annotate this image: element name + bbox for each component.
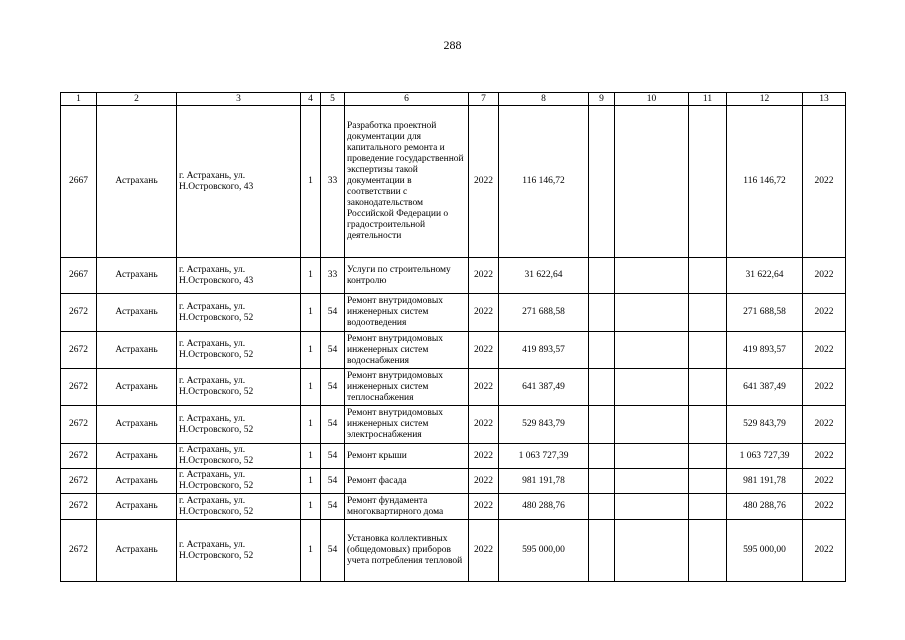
col-11-value xyxy=(689,258,727,294)
column-header: 9 xyxy=(589,93,615,106)
year-end: 2022 xyxy=(803,106,846,258)
year-start: 2022 xyxy=(469,469,499,494)
work-type: Ремонт внутридомовых инженерных систем теплоснабжения xyxy=(345,369,469,406)
amount-total: 529 843,79 xyxy=(727,406,803,444)
year-start: 2022 xyxy=(469,406,499,444)
year-end: 2022 xyxy=(803,406,846,444)
address: г. Астрахань, ул. Н.Островского, 52 xyxy=(177,332,301,369)
col-4-value: 1 xyxy=(301,469,321,494)
amount-total: 116 146,72 xyxy=(727,106,803,258)
amount: 981 191,78 xyxy=(499,469,589,494)
address: г. Астрахань, ул. Н.Островского, 52 xyxy=(177,469,301,494)
col-4-value: 1 xyxy=(301,258,321,294)
col-4-value: 1 xyxy=(301,406,321,444)
col-4-value: 1 xyxy=(301,332,321,369)
col-11-value xyxy=(689,494,727,520)
col-11-value xyxy=(689,369,727,406)
col-5-value: 54 xyxy=(321,369,345,406)
table-row xyxy=(61,258,846,294)
column-header: 2 xyxy=(97,93,177,106)
year-end: 2022 xyxy=(803,444,846,469)
header-row xyxy=(61,93,846,106)
year-start: 2022 xyxy=(469,258,499,294)
column-header: 3 xyxy=(177,93,301,106)
amount: 271 688,58 xyxy=(499,294,589,332)
col-10-value xyxy=(615,494,689,520)
col-9-value xyxy=(589,469,615,494)
col-5-value: 54 xyxy=(321,406,345,444)
house-id: 2667 xyxy=(61,258,97,294)
year-end: 2022 xyxy=(803,369,846,406)
amount: 1 063 727,39 xyxy=(499,444,589,469)
table-row xyxy=(61,294,846,332)
address: г. Астрахань, ул. Н.Островского, 52 xyxy=(177,494,301,520)
table-row xyxy=(61,469,846,494)
work-type: Ремонт внутридомовых инженерных систем электроснабжения xyxy=(345,406,469,444)
column-header: 13 xyxy=(803,93,846,106)
year-end: 2022 xyxy=(803,332,846,369)
col-5-value: 54 xyxy=(321,469,345,494)
col-5-value: 33 xyxy=(321,106,345,258)
work-type: Ремонт крыши xyxy=(345,444,469,469)
col-11-value xyxy=(689,332,727,369)
amount: 641 387,49 xyxy=(499,369,589,406)
col-11-value xyxy=(689,106,727,258)
municipality: Астрахань xyxy=(97,106,177,258)
col-10-value xyxy=(615,520,689,582)
col-10-value xyxy=(615,258,689,294)
amount: 480 288,76 xyxy=(499,494,589,520)
col-4-value: 1 xyxy=(301,444,321,469)
col-9-value xyxy=(589,520,615,582)
address: г. Астрахань, ул. Н.Островского, 43 xyxy=(177,106,301,258)
amount: 529 843,79 xyxy=(499,406,589,444)
table-row xyxy=(61,106,846,258)
amount: 595 000,00 xyxy=(499,520,589,582)
col-11-value xyxy=(689,444,727,469)
col-11-value xyxy=(689,520,727,582)
work-type: Ремонт фундамента многоквартирного дома xyxy=(345,494,469,520)
address: г. Астрахань, ул. Н.Островского, 43 xyxy=(177,258,301,294)
municipality: Астрахань xyxy=(97,469,177,494)
amount-total: 1 063 727,39 xyxy=(727,444,803,469)
col-4-value: 1 xyxy=(301,494,321,520)
house-id: 2672 xyxy=(61,520,97,582)
col-10-value xyxy=(615,444,689,469)
work-type: Ремонт внутридомовых инженерных систем водоснабжения xyxy=(345,332,469,369)
column-header: 7 xyxy=(469,93,499,106)
column-header: 10 xyxy=(615,93,689,106)
column-header: 4 xyxy=(301,93,321,106)
house-id: 2667 xyxy=(61,106,97,258)
year-end: 2022 xyxy=(803,294,846,332)
year-start: 2022 xyxy=(469,106,499,258)
work-type: Ремонт внутридомовых инженерных систем водоотведения xyxy=(345,294,469,332)
municipality: Астрахань xyxy=(97,294,177,332)
year-start: 2022 xyxy=(469,494,499,520)
municipality: Астрахань xyxy=(97,258,177,294)
municipality: Астрахань xyxy=(97,444,177,469)
amount: 31 622,64 xyxy=(499,258,589,294)
year-end: 2022 xyxy=(803,258,846,294)
amount: 116 146,72 xyxy=(499,106,589,258)
year-start: 2022 xyxy=(469,332,499,369)
col-10-value xyxy=(615,406,689,444)
col-5-value: 54 xyxy=(321,520,345,582)
column-header: 6 xyxy=(345,93,469,106)
address: г. Астрахань, ул. Н.Островского, 52 xyxy=(177,369,301,406)
col-10-value xyxy=(615,369,689,406)
table-row xyxy=(61,520,846,582)
address: г. Астрахань, ул. Н.Островского, 52 xyxy=(177,294,301,332)
year-start: 2022 xyxy=(469,444,499,469)
works-table xyxy=(60,92,846,582)
year-start: 2022 xyxy=(469,520,499,582)
col-4-value: 1 xyxy=(301,106,321,258)
municipality: Астрахань xyxy=(97,494,177,520)
table-row xyxy=(61,494,846,520)
col-5-value: 54 xyxy=(321,294,345,332)
year-end: 2022 xyxy=(803,520,846,582)
work-type: Разработка проектной документации для капитального ремонта и проведение государственной экспертизы такой документации в соответствии с законодательством Российской Федерации о градостроительной деятельности xyxy=(345,106,469,258)
municipality: Астрахань xyxy=(97,332,177,369)
house-id: 2672 xyxy=(61,406,97,444)
table-row xyxy=(61,444,846,469)
year-start: 2022 xyxy=(469,369,499,406)
col-9-value xyxy=(589,106,615,258)
col-9-value xyxy=(589,258,615,294)
municipality: Астрахань xyxy=(97,406,177,444)
column-header: 5 xyxy=(321,93,345,106)
col-11-value xyxy=(689,294,727,332)
column-header: 8 xyxy=(499,93,589,106)
col-9-value xyxy=(589,444,615,469)
col-9-value xyxy=(589,494,615,520)
amount: 419 893,57 xyxy=(499,332,589,369)
amount-total: 271 688,58 xyxy=(727,294,803,332)
house-id: 2672 xyxy=(61,369,97,406)
column-header: 11 xyxy=(689,93,727,106)
municipality: Астрахань xyxy=(97,369,177,406)
col-9-value xyxy=(589,332,615,369)
page-number: 288 xyxy=(443,38,462,52)
address: г. Астрахань, ул. Н.Островского, 52 xyxy=(177,520,301,582)
col-9-value xyxy=(589,406,615,444)
amount-total: 595 000,00 xyxy=(727,520,803,582)
table-row xyxy=(61,406,846,444)
amount-total: 981 191,78 xyxy=(727,469,803,494)
amount-total: 480 288,76 xyxy=(727,494,803,520)
col-10-value xyxy=(615,106,689,258)
address: г. Астрахань, ул. Н.Островского, 52 xyxy=(177,406,301,444)
col-10-value xyxy=(615,294,689,332)
house-id: 2672 xyxy=(61,469,97,494)
col-5-value: 33 xyxy=(321,258,345,294)
col-11-value xyxy=(689,406,727,444)
col-11-value xyxy=(689,469,727,494)
col-4-value: 1 xyxy=(301,294,321,332)
col-5-value: 54 xyxy=(321,444,345,469)
col-5-value: 54 xyxy=(321,332,345,369)
amount-total: 419 893,57 xyxy=(727,332,803,369)
house-id: 2672 xyxy=(61,444,97,469)
amount-total: 31 622,64 xyxy=(727,258,803,294)
year-end: 2022 xyxy=(803,469,846,494)
municipality: Астрахань xyxy=(97,520,177,582)
address: г. Астрахань, ул. Н.Островского, 52 xyxy=(177,444,301,469)
col-5-value: 54 xyxy=(321,494,345,520)
column-header: 12 xyxy=(727,93,803,106)
house-id: 2672 xyxy=(61,294,97,332)
work-type: Ремонт фасада xyxy=(345,469,469,494)
table-row xyxy=(61,369,846,406)
col-4-value: 1 xyxy=(301,520,321,582)
table-row xyxy=(61,332,846,369)
year-start: 2022 xyxy=(469,294,499,332)
house-id: 2672 xyxy=(61,494,97,520)
year-end: 2022 xyxy=(803,494,846,520)
work-type: Установка коллективных (общедомовых) приборов учета потребления тепловой xyxy=(345,520,469,582)
col-10-value xyxy=(615,332,689,369)
col-10-value xyxy=(615,469,689,494)
col-4-value: 1 xyxy=(301,369,321,406)
col-9-value xyxy=(589,369,615,406)
amount-total: 641 387,49 xyxy=(727,369,803,406)
work-type: Услуги по строительному контролю xyxy=(345,258,469,294)
column-header: 1 xyxy=(61,93,97,106)
house-id: 2672 xyxy=(61,332,97,369)
col-9-value xyxy=(589,294,615,332)
